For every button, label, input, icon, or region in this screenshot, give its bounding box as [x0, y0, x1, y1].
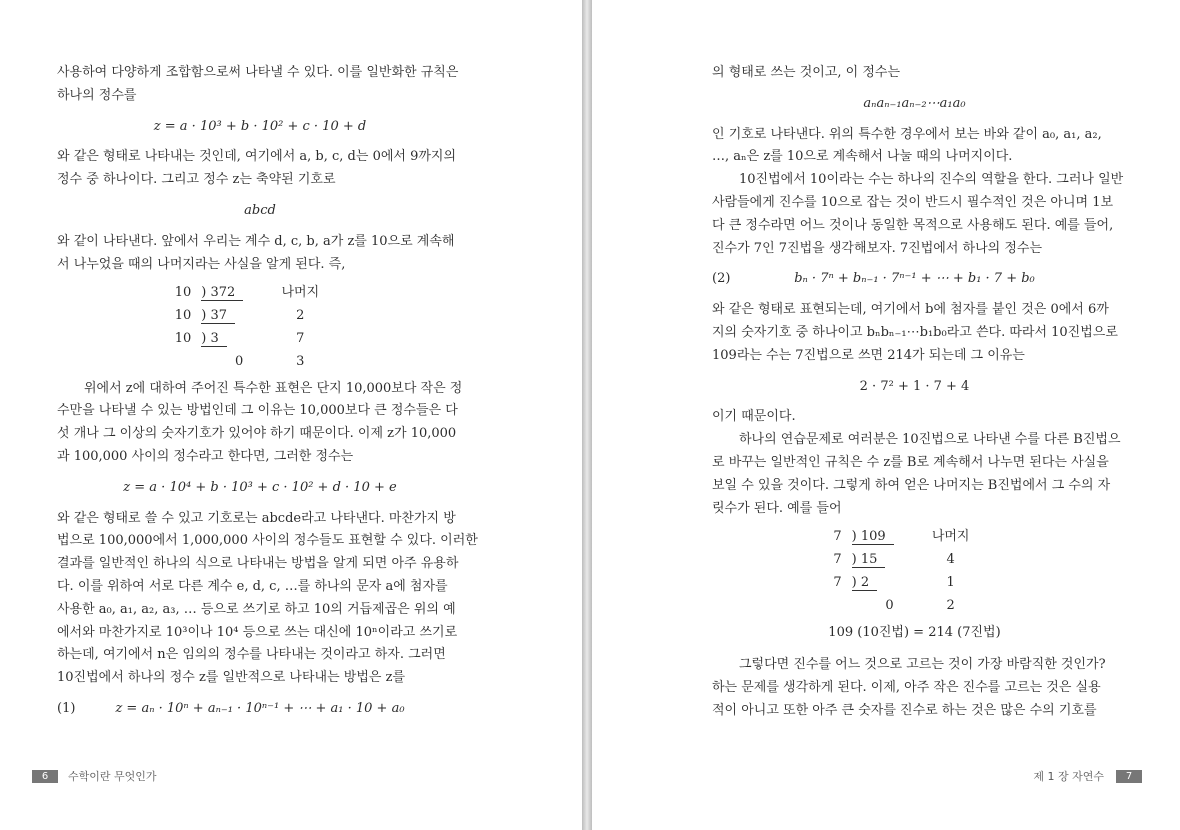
running-title: 수학이란 무엇인가: [68, 770, 157, 783]
division-divisor: 10: [174, 285, 192, 301]
division-divisor: 7: [833, 552, 842, 568]
division-dividend: ) 37: [201, 308, 235, 324]
division-dividend: ) 109: [852, 529, 894, 545]
division-divisor: 10: [174, 330, 192, 346]
long-division-table: [827, 526, 1001, 617]
equation-2: [712, 268, 1117, 291]
text-line: 10진법에서 10이라는 수는 하나의 진수의 역할을 한다. 그러나 일반: [739, 172, 1124, 188]
equation-body: bₙ · 7ⁿ + bₙ₋₁ · 7ⁿ⁻¹ + ⋯ + b₁ · 7 + b₀: [794, 271, 1035, 287]
equation-base7-example: 2 · 7² + 1 · 7 + 4: [859, 378, 970, 394]
text-line: 와 같은 형태로 쓸 수 있고 기호로는 abcde라고 나타낸다. 마찬가지 방: [57, 510, 456, 526]
text-line: 에서와 마찬가지로 10³이나 10⁴ 등으로 쓰는 대신에 10ⁿ이라고 쓰기로: [57, 624, 458, 640]
text-line: 릿수가 된다. 예를 들어: [712, 500, 842, 516]
text-line: 109라는 수는 7진법으로 쓰면 214가 되는데 그 이유는: [712, 347, 1025, 363]
text-line: 와 같은 형태로 나타내는 것인데, 여기에서 a, b, c, d는 0에서 9까지의: [57, 149, 457, 165]
division-remainder-header: 나머지: [281, 285, 320, 301]
equation-abcd: abcd: [244, 202, 276, 218]
division-remainder: 3: [296, 353, 305, 369]
text-line: 서 나누었을 때의 나머지라는 사실을 알게 된다. 즉,: [57, 256, 346, 272]
long-division-table: [169, 282, 352, 373]
division-quotient: 0: [235, 353, 244, 369]
text-line: 과 100,000 사이의 정수라고 한다면, 그러한 정수는: [57, 448, 354, 464]
book-gutter: [582, 0, 592, 830]
right-page-body: [712, 62, 1124, 723]
equation-base10-5digit: z = a · 10⁴ + b · 10³ + c · 10² + d · 10 + e: [123, 479, 397, 495]
text-line: 그렇다면 진수를 어느 것으로 고르는 것이 가장 바람직한 것인가?: [739, 657, 1106, 673]
division-remainder: 2: [296, 308, 305, 324]
text-line: 사용한 a₀, a₁, a₂, a₃, … 등으로 쓰기로 하고 10의 거듭제곱은 위의 예: [57, 601, 456, 617]
text-line: 다 큰 정수라면 어느 것이나 동일한 목적으로 사용해도 된다. 예를 들어,: [712, 217, 1114, 233]
page-number: 7: [1116, 770, 1142, 783]
text-line: 이기 때문이다.: [712, 409, 796, 425]
right-page-footer: [1033, 768, 1142, 784]
text-line: 위에서 z에 대하여 주어진 특수한 표현은 단지 10,000보다 작은 정: [84, 380, 463, 396]
text-line: 인 기호로 나타낸다. 위의 특수한 경우에서 보는 바와 같이 a₀, a₁, a₂,: [712, 126, 1102, 142]
text-line: 수만을 나타낼 수 있는 방법인데 그 이유는 10,000보다 큰 정수들은 다: [57, 403, 458, 419]
left-page: [0, 0, 582, 830]
text-line: 보일 수 있을 것이다. 그렇게 하여 얻은 나머지는 B진법에서 그 수의 자: [712, 477, 1111, 493]
division-remainder-header: 나머지: [931, 529, 970, 545]
left-page-footer: [32, 768, 157, 784]
division-dividend: ) 15: [852, 552, 886, 568]
text-line: 하는데, 여기에서 n은 임의의 정수를 나타내는 것이라고 하자. 그러면: [57, 647, 446, 663]
left-page-body: [57, 62, 478, 729]
text-line: 와 같이 나타낸다. 앞에서 우리는 계수 d, c, b, a가 z를 10으로 계속해: [57, 233, 455, 249]
text-line: 10진법에서 하나의 정수 z를 일반적으로 나타내는 방법은 z를: [57, 670, 406, 686]
division-quotient: 0: [885, 597, 894, 613]
text-line: 하나의 정수를: [57, 87, 137, 103]
division-remainder: 2: [946, 597, 955, 613]
equation-digit-string: aₙaₙ₋₁aₙ₋₂⋯a₁a₀: [863, 95, 966, 111]
division-divisor: 10: [174, 308, 192, 324]
text-line: …, aₙ은 z를 10으로 계속해서 나눌 때의 나머지이다.: [712, 149, 1013, 165]
text-line: 하는 문제를 생각하게 된다. 이제, 아주 작은 진수를 고르는 것은 실용: [712, 680, 1101, 696]
equation-number: (1): [57, 700, 76, 716]
text-line: 와 같은 형태로 표현되는데, 여기에서 b에 첨자를 붙인 것은 0에서 6까: [712, 302, 1109, 318]
text-line: 다. 이를 위하여 서로 다른 계수 e, d, c, …를 하나의 문자 a에 첨자를: [57, 578, 448, 594]
text-line: 로 바꾸는 일반적인 규칙은 수 z를 B로 계속해서 나누면 된다는 사실을: [712, 454, 1109, 470]
text-line: 결과를 일반적인 하나의 식으로 나타내는 방법을 알게 되면 아주 유용하: [57, 556, 459, 572]
text-line: 섯 개나 그 이상의 숫자기호가 있어야 하기 때문이다. 이제 z가 10,000: [57, 426, 457, 442]
text-line: 법으로 100,000에서 1,000,000 사이의 정수들도 표현할 수 있다. 이러한: [57, 533, 478, 549]
equation-1: [57, 698, 463, 721]
running-title: 제 1 장 자연수: [1033, 770, 1104, 783]
text-line: 사용하여 다양하게 조합함으로써 나타낼 수 있다. 이를 일반화한 규칙은: [57, 65, 459, 80]
division-remainder: 7: [296, 330, 305, 346]
division-divisor: 7: [833, 529, 842, 545]
text-line: 사람들에게 진수를 10으로 잡는 것이 반드시 필수적인 것은 아니며 1보: [712, 194, 1114, 210]
text-line: 하나의 연습문제로 여러분은 10진법으로 나타낸 수를 다른 B진법으: [739, 432, 1121, 448]
equation-base10-4digit: z = a · 10³ + b · 10² + c · 10 + d: [153, 118, 367, 134]
division-remainder: 1: [946, 574, 955, 590]
right-page: [592, 0, 1180, 830]
division-dividend: ) 372: [201, 285, 243, 301]
equation-body: z = aₙ · 10ⁿ + aₙ₋₁ · 10ⁿ⁻¹ + ⋯ + a₁ · 10 + a₀: [115, 700, 405, 716]
text-line: 적이 아니고 또한 아주 큰 숫자를 진수로 하는 것은 많은 수의 기호를: [712, 702, 1097, 718]
division-divisor: 7: [833, 574, 842, 590]
conversion-result: 109 (10진법) = 214 (7진법): [828, 624, 1001, 640]
division-remainder: 4: [946, 552, 955, 568]
equation-number: (2): [712, 271, 731, 287]
text-line: 진수가 7인 7진법을 생각해보자. 7진법에서 하나의 정수는: [712, 240, 1043, 256]
division-dividend: ) 3: [201, 331, 227, 347]
page-number: 6: [32, 770, 58, 783]
text-line: 지의 숫자기호 중 하나이고 bₙbₙ₋₁⋯b₁b₀라고 쓴다. 따라서 10진법으로: [712, 324, 1118, 340]
text-line: 정수 중 하나이다. 그리고 정수 z는 축약된 기호로: [57, 172, 336, 188]
text-line: 의 형태로 쓰는 것이고, 이 정수는: [712, 65, 901, 80]
division-dividend: ) 2: [852, 575, 878, 591]
